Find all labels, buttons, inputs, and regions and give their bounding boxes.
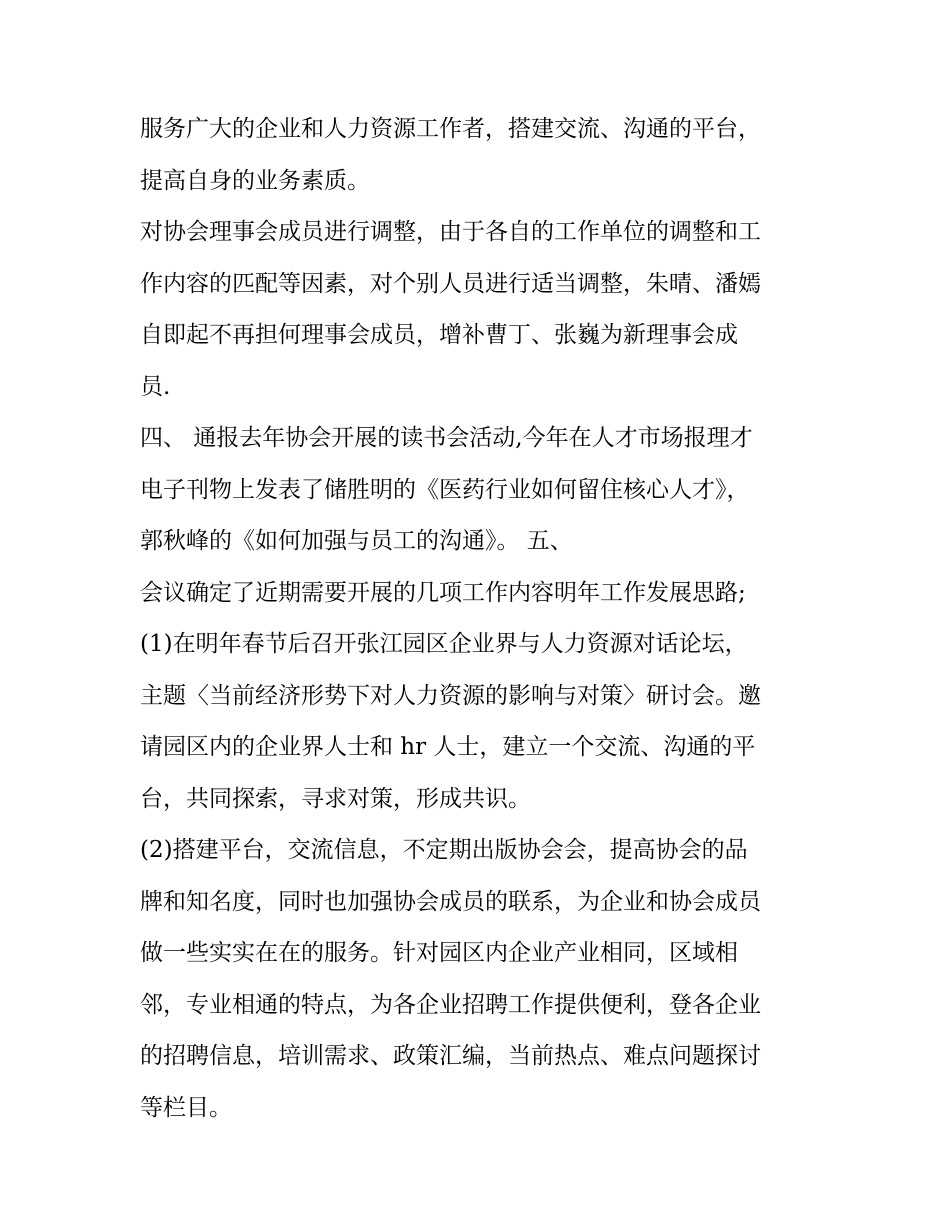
text-line: 主题〈当前经济形势下对人力资源的影响与对策〉研讨会。邀 xyxy=(140,682,761,709)
text-line: 做一些实实在在的服务。针对园区内企业产业相同，区域相 xyxy=(140,940,738,966)
text-line: 台，共同探索，寻求对策，形成共识。 xyxy=(140,785,531,812)
text-line: 提高自身的业务素质。 xyxy=(140,167,370,194)
text-line: 会议确定了近期需要开展的几项工作内容明年工作发展思路; xyxy=(140,579,746,606)
text-line: (1)在明年春节后召开张江园区企业界与人力资源对话论坛， xyxy=(140,631,748,657)
text-line: 对协会理事会成员进行调整，由于各自的工作单位的调整和工 xyxy=(140,219,761,245)
text-line: 电子刊物上发表了储胜明的《医药行业如何留住核心人才》， xyxy=(140,476,750,503)
text-line: 服务广大的企业和人力资源工作者，搭建交流、沟通的平台， xyxy=(140,116,761,142)
text-line: 等栏目。 xyxy=(140,1094,232,1121)
text-line: 牌和知名度，同时也加强协会成员的联系，为企业和协会成员 xyxy=(140,888,761,915)
document-body xyxy=(140,104,820,1134)
text-line: 邻，专业相通的特点，为各企业招聘工作提供便利，登各企业 xyxy=(140,991,761,1018)
text-line: (2)搭建平台，交流信息，不定期出版协会会，提高协会的品 xyxy=(140,837,748,863)
text-line: 作内容的匹配等因素，对个别人员进行适当调整，朱晴、潘嫣 xyxy=(140,270,761,297)
text-line: 请园区内的企业界人士和 hr 人士，建立一个交流、沟通的平 xyxy=(140,734,756,760)
text-line: 员. xyxy=(140,373,171,400)
text-line: 四、 通报去年协会开展的读书会活动,今年在人才市场报理才 xyxy=(140,425,753,451)
text-line: 的招聘信息，培训需求、政策汇编，当前热点、难点问题探讨 xyxy=(140,1043,761,1069)
text-line: 郭秋峰的《如何加强与员工的沟通》。 五、 xyxy=(140,528,573,554)
text-line: 自即起不再担何理事会成员，增补曹丁、张巍为新理事会成 xyxy=(140,322,738,348)
